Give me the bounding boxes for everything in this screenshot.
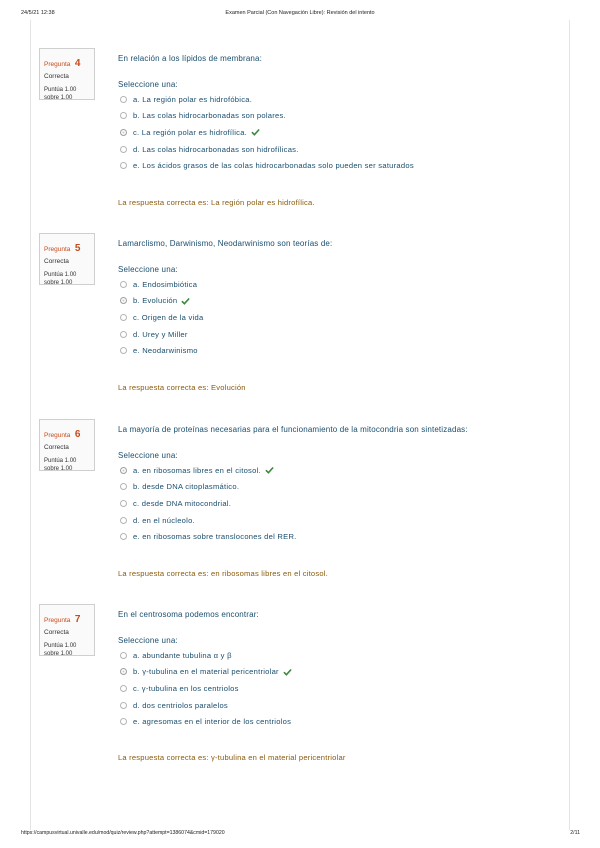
answer-label: b. Las colas hidrocarbonadas son polares. — [133, 111, 286, 121]
select-prompt: Seleccione una: — [118, 636, 178, 645]
right-answer: La respuesta correcta es: La región polar es hidrofílica. — [118, 198, 315, 207]
answer-label: c. desde DNA mitocondrial. — [133, 498, 232, 508]
question-state: Correcta — [44, 444, 69, 451]
check-icon — [265, 466, 274, 474]
answer-option[interactable] — [120, 276, 203, 293]
answer-label: b. Evolución — [133, 296, 178, 306]
print-header — [0, 10, 600, 22]
question-text: En relación a los lípidos de membrana: — [118, 54, 262, 63]
answer-option[interactable] — [120, 91, 414, 108]
answer-option[interactable] — [120, 157, 414, 174]
grade-score: Puntúa 1.00 — [44, 458, 77, 464]
question-5 — [30, 233, 570, 403]
answer-option[interactable] — [120, 479, 297, 496]
question-state: Correcta — [44, 73, 69, 80]
answer-option[interactable] — [120, 108, 414, 125]
question-number: 5 — [74, 243, 81, 254]
answer-option[interactable] — [120, 342, 203, 359]
answer-option[interactable] — [120, 495, 297, 512]
answer-label: a. en ribosomas libres en el citosol. — [133, 465, 261, 475]
answer-label: a. Endosimbiótica — [133, 279, 198, 289]
answer-option[interactable] — [120, 647, 292, 664]
answer-label: e. en ribosomas sobre translocones del RER. — [133, 532, 297, 542]
answer-label: b. desde DNA citoplasmático. — [133, 482, 240, 492]
question-grade — [44, 86, 90, 102]
radio-icon[interactable] — [120, 96, 127, 103]
radio-icon[interactable] — [120, 129, 127, 136]
question-number: 6 — [74, 429, 81, 440]
question-label: Pregunta — [44, 617, 71, 624]
page-number: 2/11 — [570, 830, 580, 836]
answer-label: d. Urey y Miller — [133, 329, 188, 339]
answer-label: a. La región polar es hidrofóbica. — [133, 94, 253, 104]
radio-icon[interactable] — [120, 314, 127, 321]
print-url: https://campusvirtual.univalle.edu/mod/quiz/review.php?attempt=1386074&cmid=179020 — [21, 830, 225, 836]
answer-option[interactable] — [120, 326, 203, 343]
radio-icon[interactable] — [120, 517, 127, 524]
answer-list — [120, 91, 414, 174]
print-footer — [0, 830, 600, 840]
answer-option[interactable] — [120, 309, 203, 326]
radio-icon[interactable] — [120, 685, 127, 692]
radio-icon[interactable] — [120, 331, 127, 338]
grade-max: sobre 1.00 — [44, 651, 73, 657]
answer-list — [120, 647, 292, 730]
answer-label: e. Los ácidos grasos de las colas hidrocarbonadas solo pueden ser saturados — [133, 161, 414, 171]
select-prompt: Seleccione una: — [118, 451, 178, 460]
answer-label: d. Las colas hidrocarbonadas son hidrofílicas. — [133, 144, 299, 154]
radio-icon[interactable] — [120, 533, 127, 540]
grade-score: Puntúa 1.00 — [44, 87, 77, 93]
answer-label: c. γ-tubulina en los centriolos — [133, 683, 239, 693]
answer-option[interactable] — [120, 528, 297, 545]
answer-label: e. agresomas en el interior de los centriolos — [133, 717, 292, 727]
answer-option-selected[interactable] — [120, 462, 297, 479]
radio-icon[interactable] — [120, 347, 127, 354]
radio-icon[interactable] — [120, 718, 127, 725]
answer-option-selected[interactable] — [120, 664, 292, 681]
answer-label: d. dos centriolos paralelos — [133, 700, 228, 710]
answer-option[interactable] — [120, 680, 292, 697]
question-text: La mayoría de proteínas necesarias para el funcionamiento de la mitocondria son sintetizadas: — [118, 425, 468, 434]
select-prompt: Seleccione una: — [118, 80, 178, 89]
answer-option[interactable] — [120, 141, 414, 158]
radio-icon[interactable] — [120, 668, 127, 675]
grade-score: Puntúa 1.00 — [44, 643, 77, 649]
question-state: Correcta — [44, 629, 69, 636]
answer-label: c. Origen de la vida — [133, 312, 204, 322]
answer-label: c. La región polar es hidrofílica. — [133, 127, 248, 137]
question-text: Lamarclismo, Darwinismo, Neodarwinismo son teorías de: — [118, 239, 333, 248]
question-label: Pregunta — [44, 432, 71, 439]
question-info — [39, 604, 95, 656]
right-answer: La respuesta correcta es: en ribosomas libres en el citosol. — [118, 569, 328, 578]
answer-label: d. en el núcleolo. — [133, 515, 195, 525]
answer-list — [120, 462, 297, 545]
grade-score: Puntúa 1.00 — [44, 272, 77, 278]
question-6 — [30, 419, 570, 589]
question-text: En el centrosoma podemos encontrar: — [118, 610, 259, 619]
radio-icon[interactable] — [120, 500, 127, 507]
answer-option-selected[interactable] — [120, 124, 414, 141]
question-4 — [30, 48, 570, 218]
radio-icon[interactable] — [120, 297, 127, 304]
answer-option[interactable] — [120, 713, 292, 730]
answer-label: b. γ-tubulina en el material pericentriolar — [133, 667, 279, 677]
radio-icon[interactable] — [120, 162, 127, 169]
question-grade — [44, 457, 90, 473]
question-grade — [44, 271, 90, 287]
right-answer: La respuesta correcta es: Evolución — [118, 383, 246, 392]
answer-list — [120, 276, 203, 359]
answer-label: a. abundante tubulina α y β — [133, 650, 232, 660]
answer-option-selected[interactable] — [120, 293, 203, 310]
radio-icon[interactable] — [120, 483, 127, 490]
question-label: Pregunta — [44, 246, 71, 253]
check-icon — [251, 128, 260, 136]
answer-option[interactable] — [120, 512, 297, 529]
question-number: 4 — [74, 58, 81, 69]
grade-max: sobre 1.00 — [44, 95, 73, 101]
question-info — [39, 419, 95, 471]
radio-icon[interactable] — [120, 281, 127, 288]
radio-icon[interactable] — [120, 702, 127, 709]
radio-icon[interactable] — [120, 467, 127, 474]
question-7 — [30, 604, 570, 774]
grade-max: sobre 1.00 — [44, 466, 73, 472]
radio-icon[interactable] — [120, 652, 127, 659]
check-icon — [283, 668, 292, 676]
radio-icon[interactable] — [120, 146, 127, 153]
question-info — [39, 233, 95, 285]
grade-max: sobre 1.00 — [44, 280, 73, 286]
check-icon — [181, 297, 190, 305]
question-grade — [44, 642, 90, 658]
question-number: 7 — [74, 614, 81, 625]
question-state: Correcta — [44, 258, 69, 265]
question-info — [39, 48, 95, 100]
print-title: Examen Parcial (Con Navegación Libre): Revisión del intento — [225, 10, 375, 16]
right-answer: La respuesta correcta es: γ-tubulina en el material pericentriolar — [118, 753, 346, 762]
print-date: 24/5/21 12:38 — [21, 10, 55, 16]
answer-option[interactable] — [120, 697, 292, 714]
answer-label: e. Neodarwinismo — [133, 346, 198, 356]
question-label: Pregunta — [44, 61, 71, 68]
radio-icon[interactable] — [120, 112, 127, 119]
select-prompt: Seleccione una: — [118, 265, 178, 274]
